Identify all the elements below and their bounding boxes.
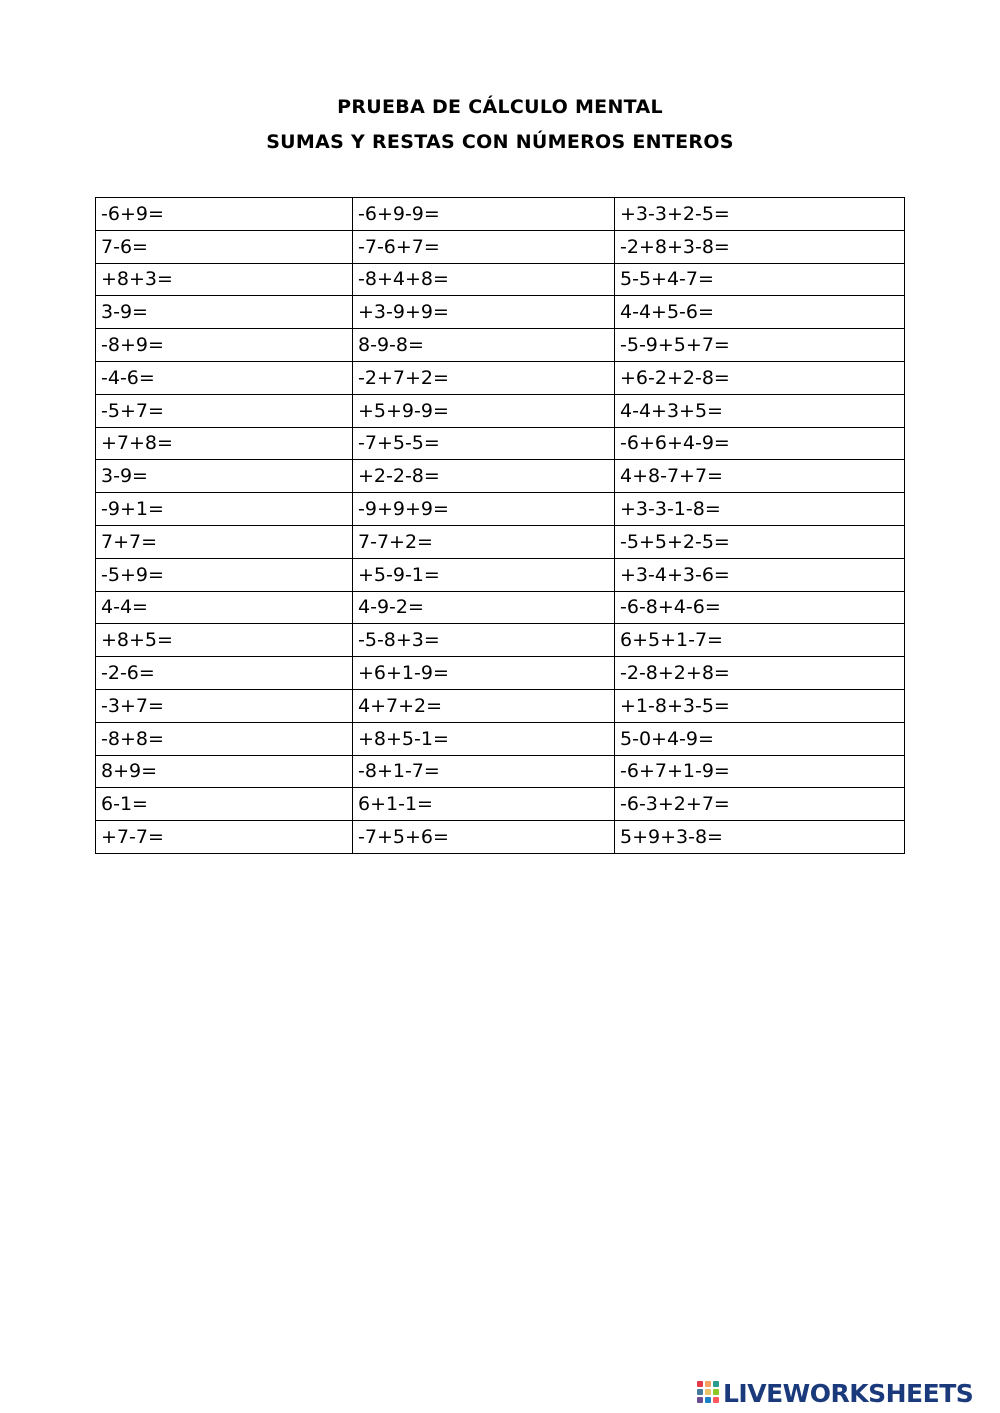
exercise-cell: 7-6= — [96, 230, 353, 263]
exercise-row — [96, 493, 905, 526]
exercise-row — [96, 558, 905, 591]
exercise-cell: -2+7+2= — [353, 361, 615, 394]
exercise-cell: 4+7+2= — [353, 689, 615, 722]
exercise-cell: 8-9-8= — [353, 329, 615, 362]
exercise-cell: +5+9-9= — [353, 394, 615, 427]
worksheet-title: PRUEBA DE CÁLCULO MENTAL — [337, 96, 663, 118]
exercise-cell: 6-1= — [96, 788, 353, 821]
exercise-cell: -9+1= — [96, 493, 353, 526]
exercise-cell: 8+9= — [96, 755, 353, 788]
exercise-cell: 5-0+4-9= — [615, 722, 905, 755]
exercise-row — [96, 460, 905, 493]
exercise-cell: 3-9= — [96, 296, 353, 329]
exercise-row — [96, 198, 905, 231]
exercise-table-body — [96, 198, 905, 854]
exercise-row — [96, 525, 905, 558]
exercise-cell: -8+8= — [96, 722, 353, 755]
exercise-cell: 4-4= — [96, 591, 353, 624]
exercise-cell: 4-4+3+5= — [615, 394, 905, 427]
exercise-cell: 4-4+5-6= — [615, 296, 905, 329]
exercise-cell: -8+4+8= — [353, 263, 615, 296]
liveworksheets-logo — [697, 1378, 973, 1408]
exercise-cell: -2-6= — [96, 657, 353, 690]
exercise-row — [96, 329, 905, 362]
exercise-cell: 4-9-2= — [353, 591, 615, 624]
exercise-row — [96, 427, 905, 460]
exercise-cell: +3-3-1-8= — [615, 493, 905, 526]
exercise-cell: +8+3= — [96, 263, 353, 296]
exercise-cell: +7+8= — [96, 427, 353, 460]
exercise-cell: -8+9= — [96, 329, 353, 362]
exercise-cell: +6-2+2-8= — [615, 361, 905, 394]
exercise-cell: 3-9= — [96, 460, 353, 493]
exercise-cell: -7+5+6= — [353, 821, 615, 854]
exercise-cell: +2-2-8= — [353, 460, 615, 493]
exercise-cell: -3+7= — [96, 689, 353, 722]
exercise-table — [95, 197, 905, 854]
exercise-cell: -5+9= — [96, 558, 353, 591]
exercise-cell: 5+9+3-8= — [615, 821, 905, 854]
exercise-cell: -5-9+5+7= — [615, 329, 905, 362]
exercise-cell: -6-3+2+7= — [615, 788, 905, 821]
exercise-cell: 6+5+1-7= — [615, 624, 905, 657]
exercise-cell: +8+5-1= — [353, 722, 615, 755]
exercise-row — [96, 657, 905, 690]
exercise-cell: -2-8+2+8= — [615, 657, 905, 690]
exercise-cell: -7+5-5= — [353, 427, 615, 460]
exercise-cell: +3-9+9= — [353, 296, 615, 329]
exercise-row — [96, 788, 905, 821]
exercise-cell: -4-6= — [96, 361, 353, 394]
exercise-cell: 7+7= — [96, 525, 353, 558]
exercise-cell: -7-6+7= — [353, 230, 615, 263]
liveworksheets-logo-icon — [697, 1381, 719, 1405]
exercise-cell: -2+8+3-8= — [615, 230, 905, 263]
exercise-cell: 5-5+4-7= — [615, 263, 905, 296]
exercise-cell: -6+9= — [96, 198, 353, 231]
exercise-cell: -6+6+4-9= — [615, 427, 905, 460]
exercise-cell: +6+1-9= — [353, 657, 615, 690]
exercise-cell: 4+8-7+7= — [615, 460, 905, 493]
exercise-row — [96, 263, 905, 296]
exercise-row — [96, 624, 905, 657]
exercise-cell: -5+7= — [96, 394, 353, 427]
exercise-cell: 6+1-1= — [353, 788, 615, 821]
exercise-cell: +3-4+3-6= — [615, 558, 905, 591]
exercise-row — [96, 361, 905, 394]
exercise-cell: +8+5= — [96, 624, 353, 657]
exercise-row — [96, 755, 905, 788]
exercise-cell: -5-8+3= — [353, 624, 615, 657]
exercise-row — [96, 394, 905, 427]
exercise-row — [96, 230, 905, 263]
exercise-cell: +7-7= — [96, 821, 353, 854]
exercise-cell: -5+5+2-5= — [615, 525, 905, 558]
exercise-cell: -9+9+9= — [353, 493, 615, 526]
exercise-cell: -6+9-9= — [353, 198, 615, 231]
exercise-cell: -8+1-7= — [353, 755, 615, 788]
exercise-cell: 7-7+2= — [353, 525, 615, 558]
exercise-cell: +5-9-1= — [353, 558, 615, 591]
exercise-cell: +3-3+2-5= — [615, 198, 905, 231]
exercise-row — [96, 591, 905, 624]
exercise-row — [96, 689, 905, 722]
exercise-row — [96, 296, 905, 329]
exercise-cell: -6+7+1-9= — [615, 755, 905, 788]
exercise-cell: -6-8+4-6= — [615, 591, 905, 624]
worksheet-subtitle: SUMAS Y RESTAS CON NÚMEROS ENTEROS — [266, 131, 734, 153]
exercise-row — [96, 821, 905, 854]
liveworksheets-logo-text: LIVEWORKSHEETS — [723, 1378, 974, 1408]
exercise-cell: +1-8+3-5= — [615, 689, 905, 722]
exercise-row — [96, 722, 905, 755]
